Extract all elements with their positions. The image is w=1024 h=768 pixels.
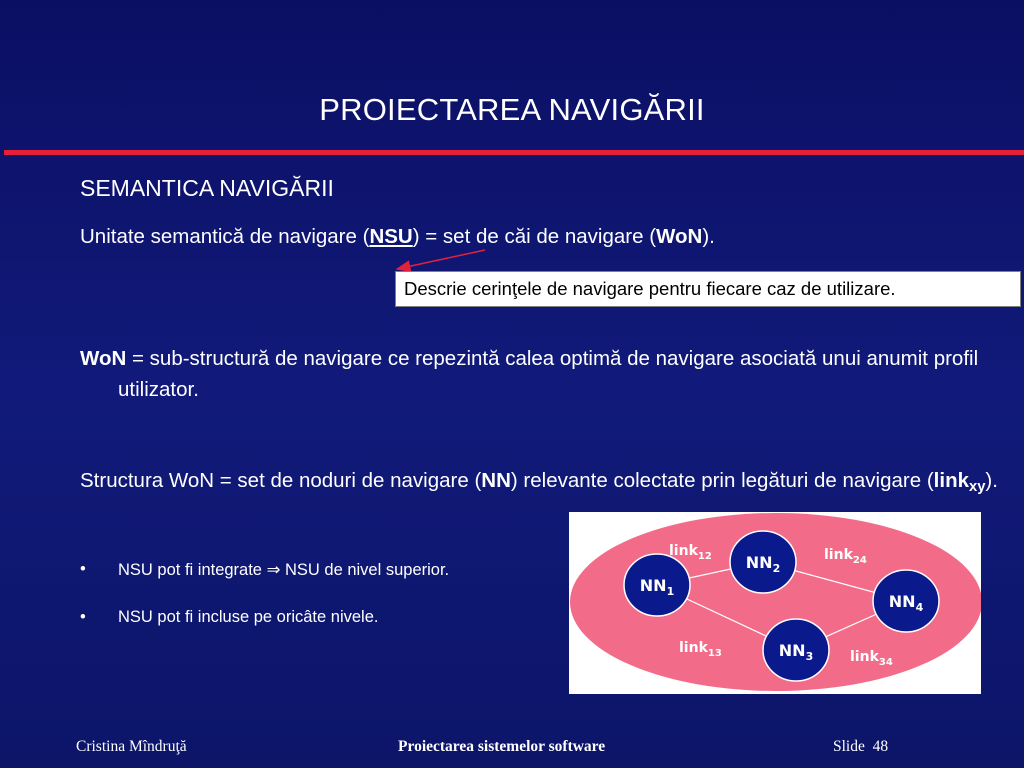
won-term: WoN <box>80 347 127 370</box>
won-diagram <box>569 512 981 694</box>
won-term-inline: WoN <box>656 225 703 248</box>
title-divider <box>4 150 1024 155</box>
slide-number: 48 <box>872 738 889 755</box>
callout-box: Descrie cerinţele de navigare pentru fiecare caz de utilizare. <box>395 271 1021 307</box>
structure-definition <box>80 465 998 503</box>
node-nn3-label: $NN_3$ <box>778 641 814 663</box>
nsu-definition <box>80 221 715 252</box>
bullet-text: NSU pot fi integrate ⇒ NSU de nivel superior. <box>118 561 450 579</box>
nn-term: NN <box>481 469 511 492</box>
link-term: link <box>933 469 969 492</box>
link-subscript: xy <box>969 479 986 496</box>
won-definition <box>80 343 998 405</box>
link-24-label: link$_{24}$ <box>824 547 867 566</box>
bullet-text: NSU pot fi incluse pe oricâte nivele. <box>118 608 379 626</box>
node-nn1-label: $NN_1$ <box>639 576 675 598</box>
footer-author: Cristina Mîndruţă <box>76 738 187 755</box>
nsu-middle: ) = set de căi de navigare ( <box>412 225 657 248</box>
nsu-term: NSU <box>369 225 413 248</box>
link-34-label: link$_{34}$ <box>850 649 893 668</box>
structure-middle: ) relevante colectate prin legături de navigare ( <box>510 469 934 492</box>
nsu-suffix: ). <box>702 225 715 248</box>
structure-prefix: Structura WoN = set de noduri de navigare ( <box>80 469 482 492</box>
section-heading: SEMANTICA NAVIGĂRII <box>80 175 334 201</box>
nsu-prefix: Unitate semantică de navigare ( <box>80 225 370 248</box>
link-12-label: link$_{12}$ <box>669 543 712 562</box>
node-nn4-label: $NN_4$ <box>888 592 924 614</box>
won-text: = sub-structură de navigare ce repezintă calea optimă de navigare asociată unui anumit profil utilizator. <box>118 347 979 401</box>
bullet-marker: • <box>80 608 86 626</box>
slide-label: Slide <box>833 738 865 755</box>
structure-suffix: ). <box>985 469 998 492</box>
won-diagram-graphic <box>569 512 981 694</box>
link-13-label: link$_{13}$ <box>679 640 722 659</box>
slide-title: PROIECTAREA NAVIGĂRII <box>319 92 705 127</box>
node-nn2-label: $NN_2$ <box>745 553 781 575</box>
footer-course: Proiectarea sistemelor software <box>398 738 606 755</box>
footer-slide-number <box>833 738 888 756</box>
bullet-marker: • <box>80 560 86 578</box>
